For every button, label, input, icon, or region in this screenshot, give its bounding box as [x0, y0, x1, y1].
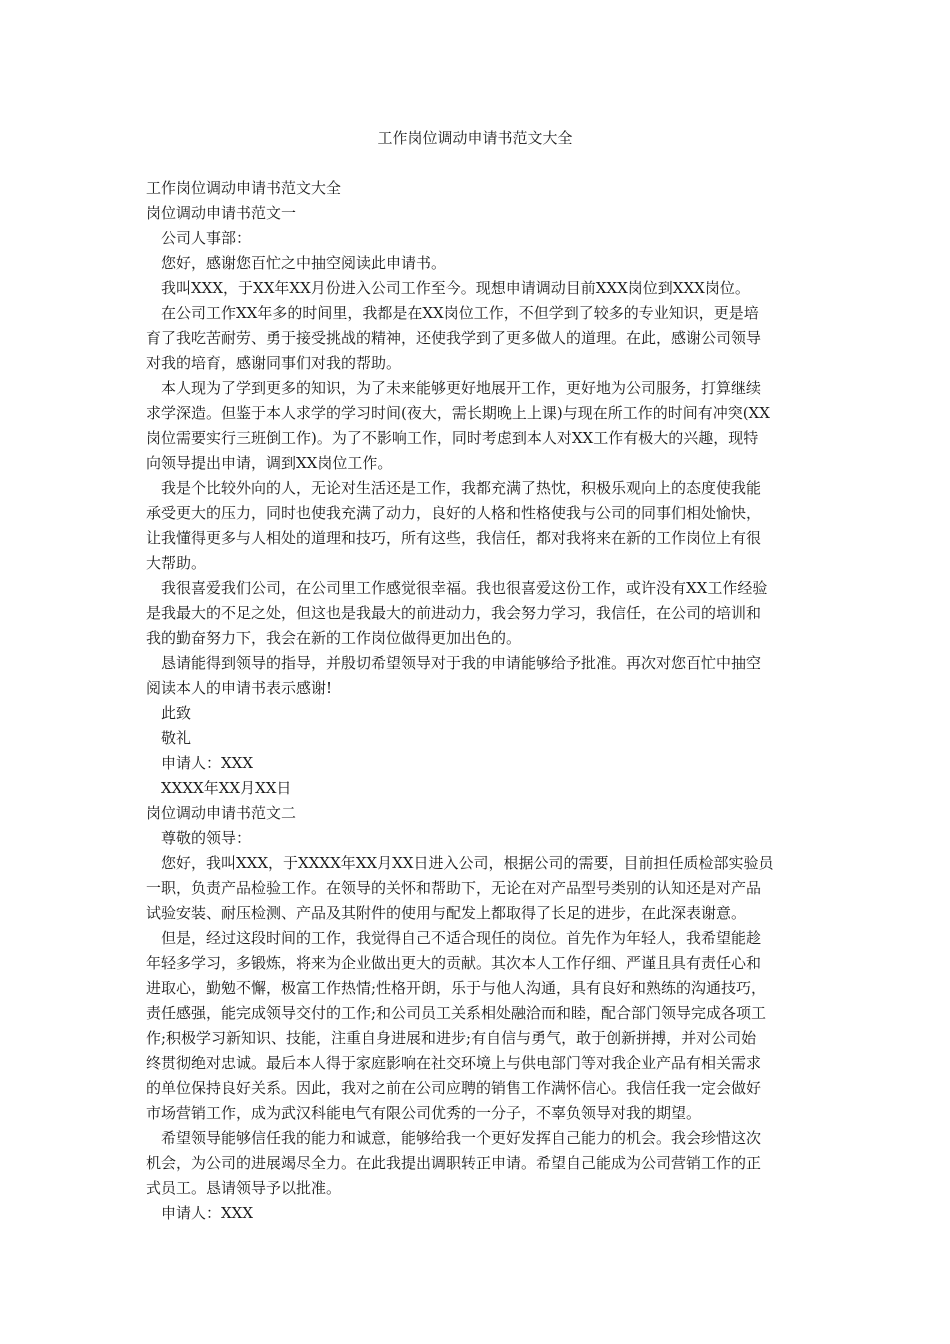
- text-line: 阅读本人的申请书表示感谢!: [146, 679, 333, 697]
- text-line: 年轻多学习，多锻炼，将来为企业做出更大的贡献。其次本人工作仔细、严谨且具有责任心和: [146, 954, 762, 972]
- text-line: 敬礼: [161, 729, 192, 747]
- text-line: 申请人：XXX: [161, 754, 254, 772]
- text-line: 是我最大的不足之处，但这也是我最大的前进动力，我会努力学习，我信任，在公司的培训和: [146, 604, 762, 622]
- text-line: 此致: [161, 704, 192, 722]
- text-line: 向领导提出申请，调到XX岗位工作。: [146, 454, 393, 472]
- text-line: 尊敬的领导：: [161, 829, 252, 847]
- text-line: 您好，感谢您百忙之中抽空阅读此申请书。: [161, 254, 447, 272]
- text-line: 试验安装、耐压检测、产品及其附件的使用与配发上都取得了长足的进步，在此深表谢意。: [146, 904, 747, 922]
- text-line: 岗位需要实行三班倒工作)。为了不影响工作，同时考虑到本人对XX工作有极大的兴趣，现特: [146, 429, 759, 447]
- text-line: 承受更大的压力，同时也使我充满了动力，良好的人格和性格使我与公司的同事们相处愉快，: [146, 504, 762, 522]
- text-line: 市场营销工作，成为武汉科能电气有限公司优秀的一分子，不辜负领导对我的期望。: [146, 1104, 702, 1122]
- text-line: 的单位保持良好关系。因此，我对之前在公司应聘的销售工作满怀信心。我信任我一定会做好: [146, 1079, 762, 1097]
- text-line: 在公司工作XX年多的时间里，我都是在XX岗位工作，不但学到了较多的专业知识，更是培: [161, 304, 759, 322]
- text-line: 一职，负责产品检验工作。在领导的关怀和帮助下，无论在对产品型号类别的认知还是对产品: [146, 879, 762, 897]
- text-line: 岗位调动申请书范文二: [146, 804, 297, 822]
- text-line: 我是个比较外向的人，无论对生活还是工作，我都充满了热忱，积极乐观向上的态度使我能: [161, 479, 762, 497]
- text-line: 我叫XXX，于XX年XX月份进入公司工作至今。现想申请调动目前XXX岗位到XXX岗位。: [161, 279, 750, 297]
- text-line: 公司人事部：: [161, 229, 252, 247]
- text-line: 育了我吃苦耐劳、勇于接受挑战的精神，还使我学到了更多做人的道理。在此，感谢公司领导: [146, 329, 762, 347]
- text-line: 本人现为了学到更多的知识，为了未来能够更好地展开工作，更好地为公司服务，打算继续: [161, 379, 762, 397]
- text-line: 责任感强，能完成领导交付的工作;和公司员工关系相处融洽而和睦，配合部门领导完成各项工: [146, 1004, 767, 1022]
- text-line: 我很喜爱我们公司，在公司里工作感觉很幸福。我也很喜爱这份工作，或许没有XX工作经验: [161, 579, 768, 597]
- text-line: 求学深造。但鉴于本人求学的学习时间(夜大，需长期晚上上课)与现在所工作的时间有冲突(XX: [146, 404, 770, 422]
- text-line: 但是，经过这段时间的工作，我觉得自己不适合现任的岗位。首先作为年轻人，我希望能趁: [161, 929, 762, 947]
- text-line: 作;积极学习新知识、技能，注重自身进展和进步;有自信与勇气，敢于创新拼搏，并对公司始: [146, 1029, 757, 1047]
- text-line: 对我的培育，感谢同事们对我的帮助。: [146, 354, 402, 372]
- text-line: 申请人：XXX: [161, 1204, 254, 1222]
- text-line: 工作岗位调动申请书范文大全: [146, 179, 342, 197]
- text-line: 岗位调动申请书范文一: [146, 204, 297, 222]
- text-line: 终贯彻绝对忠诚。最后本人得于家庭影响在社交环境上与供电部门等对我企业产品有相关需求: [146, 1054, 762, 1072]
- text-line: 式员工。恳请领导予以批准。: [146, 1179, 342, 1197]
- text-line: 进取心，勤勉不懈，极富工作热情;性格开朗，乐于与他人沟通，具有良好和熟练的沟通技巧，: [146, 979, 767, 997]
- text-line: 机会，为公司的进展竭尽全力。在此我提出调职转正申请。希望自己能成为公司营销工作的正: [146, 1154, 762, 1172]
- text-line: 大帮助。: [146, 554, 207, 572]
- text-line: 恳请能得到领导的指导，并殷切希望领导对于我的申请能够给予批准。再次对您百忙中抽空: [161, 654, 762, 672]
- text-line: 我的勤奋努力下，我会在新的工作岗位做得更加出色的。: [146, 629, 522, 647]
- text-line: 让我懂得更多与人相处的道理和技巧，所有这些，我信任，都对我将来在新的工作岗位上有很: [146, 529, 762, 547]
- text-line: 希望领导能够信任我的能力和诚意，能够给我一个更好发挥自己能力的机会。我会珍惜这次: [161, 1129, 762, 1147]
- text-line: XXXX年XX月XX日: [161, 779, 292, 797]
- text-line: 您好，我叫XXX，于XXXX年XX月XX日进入公司，根据公司的需要，目前担任质检部实验员: [161, 854, 774, 872]
- document-body: [146, 176, 806, 1226]
- document-title: 工作岗位调动申请书范文大全: [377, 129, 573, 147]
